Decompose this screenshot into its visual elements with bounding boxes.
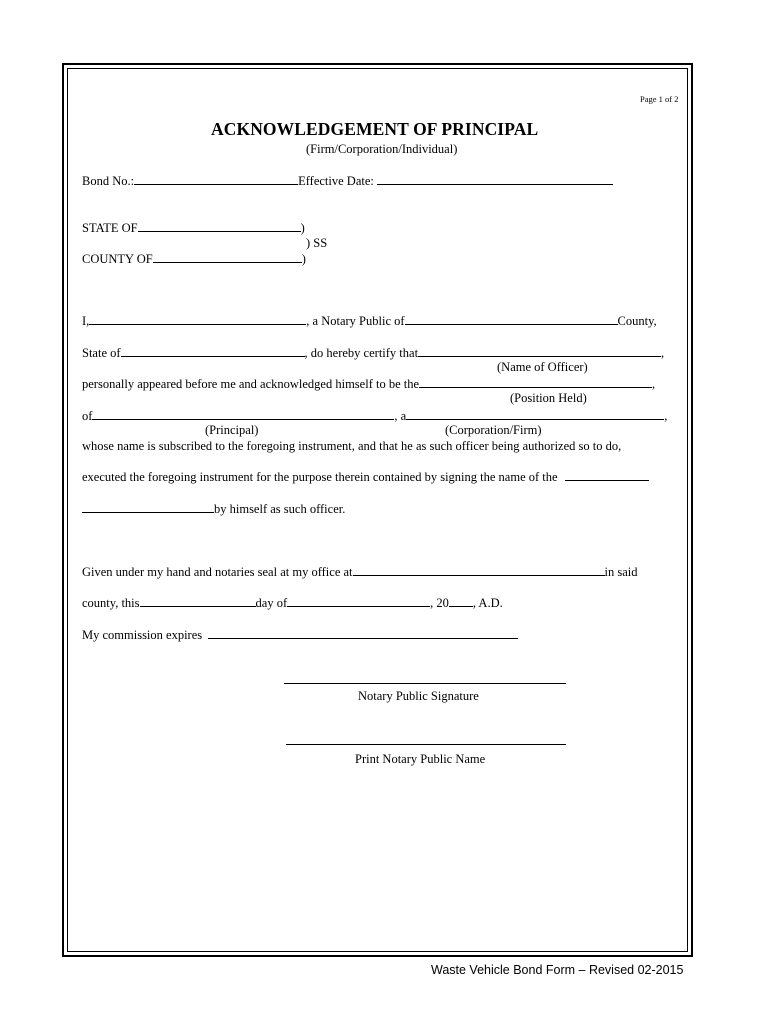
county-row [82,251,306,267]
executed-row [82,469,649,485]
position-field[interactable] [419,376,652,388]
paren: ) [301,252,306,266]
principal-field[interactable] [92,408,394,420]
comma: , [661,346,665,360]
given-row [82,564,638,580]
year-field[interactable] [449,595,473,607]
office-location-field[interactable] [353,564,605,576]
by-himself-text: by himself as such officer. [214,502,346,516]
notary-name-field[interactable] [89,313,306,325]
certify-row [82,345,664,361]
in-said-text: in said [604,565,638,579]
principal-caption: (Principal) [205,423,259,437]
of-label: of [82,409,93,423]
county-of-label: COUNTY OF [82,252,153,266]
effective-date-label: Effective Date: [298,174,374,188]
corporation-field[interactable] [406,408,664,420]
notary-signature-label: Notary Public Signature [358,689,479,703]
ad-label: , A.D. [472,596,503,610]
corporation-caption: (Corporation/Firm) [445,423,542,437]
given-text: Given under my hand and notaries seal at my office at [82,565,353,579]
whose-name-text: whose name is subscribed to the foregoing instrument, and that he as such officer being authorized so to do, [82,439,622,453]
notary-signature-line[interactable] [284,683,566,684]
county-label: County, [617,314,657,328]
bond-row [82,173,613,189]
county-this-label: county, this [82,596,140,610]
officer-name-field[interactable] [418,345,661,357]
position-held-caption: (Position Held) [510,391,587,405]
i-label: I, [82,314,90,328]
principal-row [82,408,667,424]
state-of-label-2: State of [82,346,121,360]
day-of-label: day of [255,596,288,610]
executed-text: executed the foregoing instrument for the purpose therein contained by signing the name of the [82,470,558,484]
footer-text: Waste Vehicle Bond Form – Revised 02-2015 [431,963,684,977]
page-number: Page 1 of 2 [640,94,679,104]
bond-no-label: Bond No.: [82,174,135,188]
effective-date-field[interactable] [377,173,613,185]
name-continued-field[interactable] [82,501,214,513]
comma: , [664,409,668,423]
ss-label: ) SS [306,236,328,250]
notary-county-field[interactable] [405,313,618,325]
certify-label: , do hereby certify that [304,346,419,360]
commission-expires-field[interactable] [208,627,518,639]
form-title: ACKNOWLEDGEMENT OF PRINCIPAL [211,119,539,139]
paren: ) [300,221,305,235]
by-himself-row [82,501,345,517]
month-field[interactable] [287,595,430,607]
print-name-label: Print Notary Public Name [355,752,486,766]
bond-no-field[interactable] [134,173,298,185]
a-label: , a [394,409,407,423]
personally-label: personally appeared before me and acknowledged himself to be the [82,377,420,391]
comma: , [652,377,656,391]
state-of-label: STATE OF [82,221,138,235]
state-row [82,220,305,236]
day-field[interactable] [140,595,256,607]
notary-row [82,313,657,329]
notary-state-field[interactable] [121,345,305,357]
personally-row [82,376,655,392]
notary-of-label: , a Notary Public of [306,314,405,328]
year-prefix-label: , 20 [430,596,449,610]
form-subtitle: (Firm/Corporation/Individual) [306,142,458,156]
county-field[interactable] [153,251,302,263]
commission-label: My commission expires [82,628,203,642]
print-name-line[interactable] [286,744,566,745]
name-field[interactable] [565,469,649,481]
commission-row [82,627,518,643]
name-of-officer-caption: (Name of Officer) [497,360,588,374]
state-field[interactable] [138,220,301,232]
date-row [82,595,503,611]
